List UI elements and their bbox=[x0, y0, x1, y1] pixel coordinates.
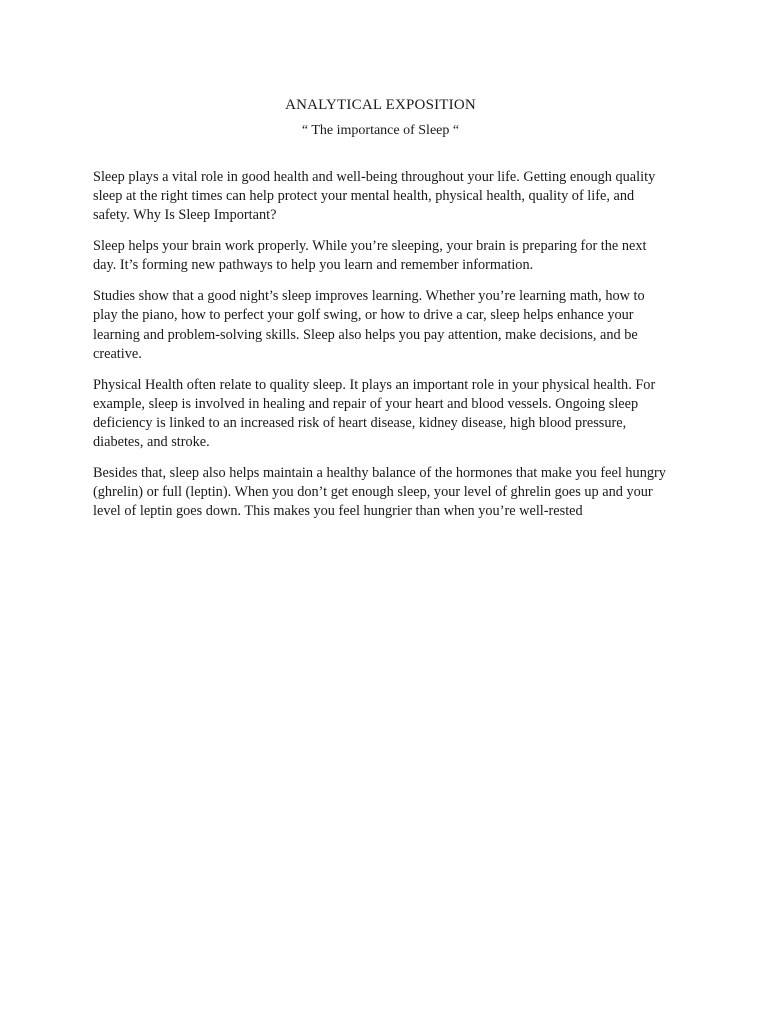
document-title: ANALYTICAL EXPOSITION bbox=[285, 97, 476, 113]
paragraph-brain: Sleep helps your brain work properly. While you’re sleeping, your brain is preparing for the next day. It’s forming new pathways to help you learn and remember information. bbox=[93, 238, 647, 274]
document-body bbox=[93, 168, 668, 522]
document-content bbox=[93, 95, 668, 533]
paragraph-learning: Studies show that a good night’s sleep improves learning. Whether you’re learning math, how to play the piano, how to perfect your golf swing, or how to drive a car, sleep helps enhance your learning and problem-solving skills. Sleep also helps you pay attention, make decisions, and be creative. bbox=[93, 288, 645, 362]
paragraph-hormones: Besides that, sleep also helps maintain a healthy balance of the hormones that make you feel hungry (ghrelin) or full (leptin). When you don’t get enough sleep, your level of ghrelin goes up and your level of leptin goes down. This makes you feel hungrier than when you’re well-rested bbox=[93, 465, 666, 520]
document-subtitle: “ The importance of Sleep “ bbox=[301, 123, 460, 138]
paragraph-intro: Sleep plays a vital role in good health and well-being throughout your life. Getting enough quality sleep at the right times can help protect your mental health, physical health, quality of life, and safety. Why Is Sleep Important? bbox=[93, 169, 656, 224]
paragraph-physical-health: Physical Health often relate to quality sleep. It plays an important role in your physical health. For example, sleep is involved in healing and repair of your heart and blood vessels. Ongoing sleep deficiency is linked to an increased risk of heart disease, kidney disease, high blood pressure, diabetes, and stroke. bbox=[93, 376, 656, 451]
